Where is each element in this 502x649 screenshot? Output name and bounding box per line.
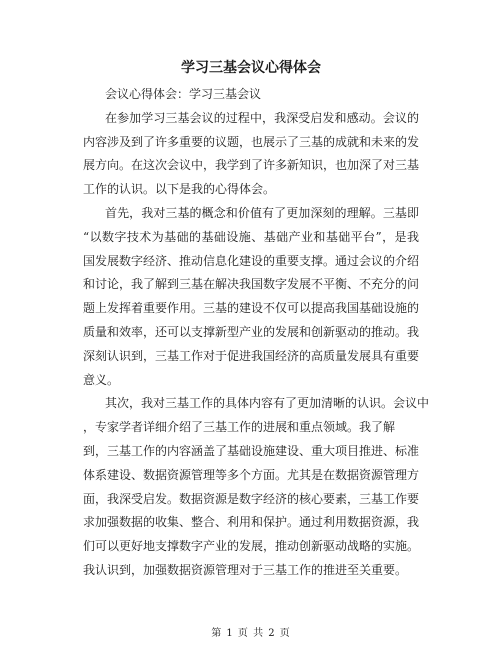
text-line: 我认识到，加强数据资源管理对于三基工作的推进至关重要。 (83, 562, 408, 577)
text-line: ，专家学者详细介绍了三基工作的进展和重点领域。我了解 (83, 420, 396, 435)
document-body (83, 83, 430, 583)
text-line: 到，三基工作的内容涵盖了基础设施建设、重大项目推进、标准 (83, 443, 420, 458)
text-line: 国发展数字经济、推动信息化建设的重要支撑。通过会议的介绍 (83, 253, 420, 268)
text-line: 其次，我对三基工作的具体内容有了更加清晰的认识。会议中 (105, 396, 430, 411)
text-line: 展方向。在这次会议中，我学到了许多新知识，也加深了对三基 (83, 158, 420, 173)
text-line: 质量和效率，还可以支撑新型产业的发展和创新驱动的推动。我 (83, 324, 420, 339)
text-line: 题上发挥着重要作用。三基的建设不仅可以提高我国基础设施的 (83, 301, 420, 316)
text-line: 会议心得体会：学习三基会议 (105, 87, 262, 101)
text-line: 面，我深受启发。数据资源是数字经济的核心要素，三基工作要 (83, 491, 420, 506)
text-line: 意义。 (83, 372, 120, 387)
text-line: 在参加学习三基会议的过程中，我深受启发和感动。会议的 (105, 110, 419, 125)
text-line: 体系建设、数据资源管理等多个方面。尤其是在数据资源管理方 (83, 467, 420, 482)
document-title: 学习三基会议心得体会 (181, 60, 321, 76)
page-footer: 第 1 页 共 2 页 (211, 628, 291, 639)
text-line: 首先，我对三基的概念和价值有了更加深刻的理解。三基即 (105, 205, 419, 220)
text-line: 和讨论，我了解到三基在解决我国数字发展不平衡、不充分的问 (83, 277, 420, 292)
text-line: 们可以更好地支撑数字产业的发展，推动创新驱动战略的实施。 (83, 539, 420, 554)
text-line: 工作的认识。以下是我的心得体会。 (83, 182, 276, 197)
text-line: 深刻认识到，三基工作对于促进我国经济的高质量发展具有重要 (83, 348, 420, 363)
text-line: 内容涉及到了许多重要的议题，也展示了三基的成就和未来的发 (83, 134, 420, 149)
text-line: 求加强数据的收集、整合、利用和保护。通过利用数据资源，我 (83, 515, 420, 530)
text-line: “以数字技术为基础的基础设施、基础产业和基础平台”，是我 (83, 229, 419, 244)
